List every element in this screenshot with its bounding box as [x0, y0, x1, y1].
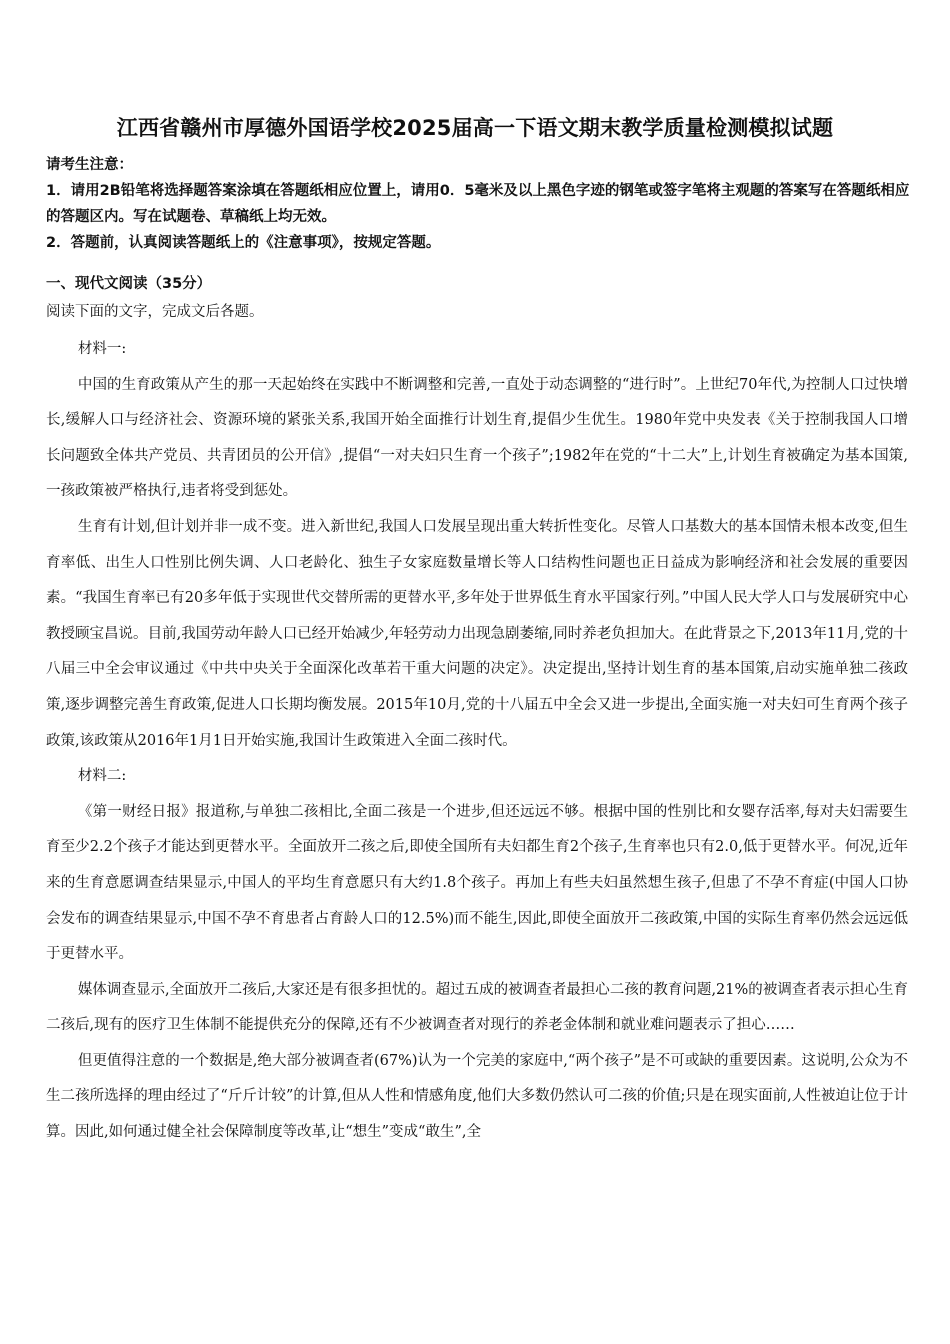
section-heading: 一、现代文阅读（35分） [46, 276, 212, 292]
notice-item: 1．请用2B铅笔将选择题答案涂填在答题纸相应位置上，请用0．5毫米及以上黑色字迹的钢笔或签字笔将主观题的答案写在答题纸相应的答题区内。写在试题卷、草稿纸上均无效。 [46, 183, 910, 225]
passage-paragraph: 中国的生育政策从产生的那一天起始终在实践中不断调整和完善,一直处于动态调整的“进行时”。上世纪70年代,为控制人口过快增长,缓解人口与经济社会、资源环境的紧张关系,我国开始全面推行计划生育,提倡少生优生。1980年党中央发表《关于控制我国人口增长问题致全体共产党员、共青团员的公开信》,提倡“一对夫妇只生育一个孩子”;1982年在党的“十二大”上,计划生育被确定为基本国策,一孩政策被严格执行,违者将受到惩处。 [46, 376, 908, 500]
section-instruction: 阅读下面的文字，完成文后各题。 [46, 304, 264, 320]
material-label: 材料一: [77, 341, 127, 357]
page-title: 江西省赣州市厚德外国语学校2025届高一下语文期末教学质量检测模拟试题 [116, 116, 834, 140]
passage-paragraph: 但更值得注意的一个数据是,绝大部分被调查者(67%)认为一个完美的家庭中,“两个孩子”是不可或缺的重要因素。这说明,公众为不生二孩所选择的理由经过了“斤斤计较”的计算,但从人性和情感角度,他们大多数仍然认可二孩的价值;只是在现实面前,人性被迫让位于计算。因此,如何通过健全社会保障制度等改革,让“想生”变成“敢生”,全 [46, 1052, 908, 1141]
exam-notice [46, 152, 916, 256]
notice-heading: 请考生注意： [46, 157, 133, 173]
passage-paragraph: 生育有计划,但计划并非一成不变。进入新世纪,我国人口发展呈现出重大转折性变化。尽管人口基数大的基本国情未根本改变,但生育率低、出生人口性别比例失调、人口老龄化、独生子女家庭数量增长等人口结构性问题也正日益成为影响经济和社会发展的重要因素。“我国生育率已有20多年低于实现世代交替所需的更替水平,多年处于世界低生育水平国家行列。”中国人民大学人口与发展研究中心教授顾宝昌说。目前,我国劳动年龄人口已经开始减少,年轻劳动力出现急剧萎缩,同时养老负担加大。在此背景之下,2013年11月,党的十八届三中全会审议通过《中共中央关于全面深化改革若干重大问题的决定》。决定提出,坚持计划生育的基本国策,启动实施单独二孩政策,逐步调整完善生育政策,促进人口长期均衡发展。2015年10月,党的十八届五中全会又进一步提出,全面实施一对夫妇可生育两个孩子政策,该政策从2016年1月1日开始实施,我国计生政策进入全面二孩时代。 [46, 518, 908, 749]
passage-paragraph: 《第一财经日报》报道称,与单独二孩相比,全面二孩是一个进步,但还远远不够。根据中国的性别比和女婴存活率,每对夫妇需要生育至少2.2个孩子才能达到更替水平。全面放开二孩之后,即使全国所有夫妇都生育2个孩子,生育率也只有2.0,低于更替水平。何况,近年来的生育意愿调查结果显示,中国人的平均生育意愿只有大约1.8个孩子。再加上有些夫妇虽然想生孩子,但患了不孕不育症(中国人口协会发布的调查结果显示,中国不孕不育患者占育龄人口的12.5%)而不能生,因此,即使全面放开二孩政策,中国的实际生育率仍然会远远低于更替水平。 [46, 803, 908, 963]
passage-paragraph: 媒体调查显示,全面放开二孩后,大家还是有很多担忧的。超过五成的被调查者最担心二孩的教育问题,21%的被调查者表示担心生育二孩后,现有的医疗卫生体制不能提供充分的保障,还有不少被调查者对现行的养老金体制和就业难问题表示了担心…… [46, 981, 908, 1034]
material-label: 材料二: [77, 768, 127, 785]
reading-passage [46, 332, 908, 1151]
notice-item: 2．答题前，认真阅读答题纸上的《注意事项》，按规定答题。 [46, 235, 441, 251]
